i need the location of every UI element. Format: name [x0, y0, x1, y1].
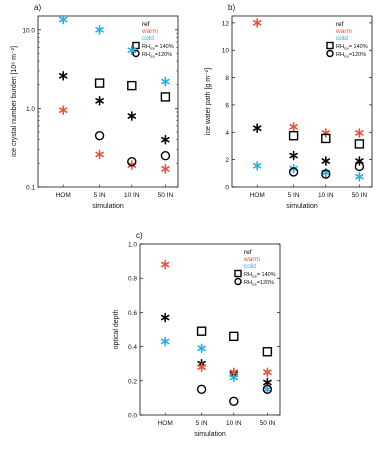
data-point-rh140	[263, 348, 271, 356]
y-tick-label: 1.0	[25, 105, 35, 113]
data-point-ref	[162, 314, 169, 322]
y-tick-label: 2	[225, 157, 229, 165]
legend-ref: ref	[142, 21, 150, 28]
legend-ref: ref	[336, 21, 344, 28]
legend-rh120: $RH_{ice}=120\%$	[244, 280, 275, 287]
x-axis-label: simulation	[92, 203, 124, 210]
legend-rh140: $RH_{ice}= 140\%$	[142, 44, 174, 51]
y-tick-label: 0.6	[127, 309, 137, 317]
legend	[133, 21, 174, 59]
legend-rh120: $RH_{ice}=120\%$	[142, 52, 173, 59]
data-point-ref	[128, 112, 135, 120]
data-point-cold	[356, 173, 363, 181]
legend-cold: cold	[336, 35, 348, 42]
chart-panel-2	[205, 3, 372, 210]
data-point-warm	[290, 123, 297, 131]
y-tick-label: 10.0	[22, 27, 35, 35]
data-point-cold	[96, 26, 103, 34]
y-tick-label: 4	[225, 129, 229, 137]
data-point-ref	[162, 136, 169, 144]
legend-circle-icon	[235, 279, 241, 285]
x-axis-label: simulation	[286, 203, 318, 210]
legend-cold: cold	[244, 263, 256, 270]
legend-ref: ref	[244, 249, 252, 256]
panel-label: a)	[34, 3, 42, 12]
y-tick-label: 10	[221, 47, 229, 55]
y-tick-label: 0.1	[25, 184, 35, 192]
y-tick-label: 0	[225, 184, 229, 192]
data-point-warm	[162, 165, 169, 173]
data-point-warm	[264, 368, 271, 376]
x-tick-label: 5 IN	[287, 192, 300, 199]
legend-warm: warm	[336, 28, 352, 35]
plot-frame	[140, 244, 280, 415]
data-point-rh120	[198, 385, 206, 393]
legend	[235, 249, 276, 287]
x-tick-label: 50 IN	[157, 192, 174, 199]
y-tick-label: 12	[221, 20, 229, 28]
series-rh140	[198, 327, 272, 356]
data-point-rh140	[161, 93, 169, 101]
x-tick-label: 10 IN	[226, 420, 242, 427]
x-tick-label: 10 IN	[318, 192, 334, 199]
y-axis-label: ice crystal number burden [10⁶ m⁻²]	[11, 46, 18, 157]
data-point-ref	[290, 152, 297, 160]
data-point-warm	[96, 150, 103, 158]
data-point-rh120	[230, 397, 238, 405]
legend-square-icon	[133, 43, 139, 49]
legend-rh140: $RH_{ice}= 140\%$	[336, 44, 368, 51]
y-tick-label: 1.0	[127, 241, 137, 249]
y-tick-label: 0.4	[127, 344, 137, 352]
data-point-ref	[60, 72, 67, 80]
x-tick-label: HOM	[249, 192, 265, 199]
data-point-rh140	[128, 82, 136, 90]
legend-square-icon	[327, 43, 333, 49]
x-tick-label: HOM	[157, 420, 173, 427]
data-point-rh140	[198, 327, 206, 335]
y-tick-label: 0.0	[127, 412, 137, 420]
x-tick-label: 50 IN	[351, 192, 368, 199]
data-point-rh120	[96, 132, 104, 140]
panel-label: b)	[228, 3, 236, 12]
data-point-rh140	[355, 140, 363, 148]
legend	[327, 21, 368, 59]
series-warm	[60, 106, 169, 173]
data-point-cold	[198, 344, 205, 352]
y-tick-label: 8	[225, 75, 229, 83]
data-point-warm	[254, 19, 261, 27]
data-point-warm	[162, 261, 169, 269]
data-point-rh140	[290, 132, 298, 140]
y-tick-label: 6	[225, 102, 229, 110]
series-cold	[162, 337, 271, 393]
data-point-warm	[356, 129, 363, 137]
y-axis-label: ice water path [g m⁻²]	[205, 67, 212, 136]
x-tick-label: 10 IN	[124, 192, 140, 199]
series-rh140	[290, 132, 364, 148]
series-rh120	[96, 132, 170, 166]
data-point-warm	[322, 129, 329, 137]
data-point-cold	[162, 337, 169, 345]
plot-frame	[38, 16, 178, 187]
chart-panel-3	[113, 231, 280, 438]
data-point-rh140	[230, 332, 238, 340]
panel-label: c)	[136, 231, 143, 240]
y-axis-label: optical depth	[113, 309, 120, 350]
legend-rh120: $RH_{ice}=120\%$	[336, 52, 367, 59]
data-point-ref	[254, 124, 261, 132]
series-ref	[60, 72, 169, 144]
chart-panel-1	[11, 3, 178, 210]
series-rh120	[198, 385, 272, 405]
x-tick-label: 5 IN	[93, 192, 106, 199]
data-point-warm	[60, 106, 67, 114]
data-point-cold	[128, 46, 135, 54]
series-rh140	[96, 79, 170, 101]
x-tick-label: 5 IN	[195, 420, 208, 427]
x-tick-label: 50 IN	[259, 420, 276, 427]
y-tick-label: 0.2	[127, 378, 137, 386]
series-cold	[60, 16, 169, 86]
data-point-rh140	[96, 79, 104, 87]
data-point-ref	[96, 97, 103, 105]
series-cold	[254, 162, 363, 181]
series-ref	[162, 314, 271, 387]
series-ref	[254, 124, 363, 165]
data-point-cold	[162, 78, 169, 86]
data-point-ref	[322, 157, 329, 165]
legend-warm: warm	[244, 256, 260, 263]
x-tick-label: HOM	[55, 192, 71, 199]
legend-cold: cold	[142, 35, 154, 42]
data-point-cold	[60, 16, 67, 24]
y-tick-label: 0.8	[127, 275, 137, 283]
legend-rh140: $RH_{ice}= 140\%$	[244, 272, 276, 279]
legend-square-icon	[235, 271, 241, 277]
plot-frame	[232, 16, 372, 187]
x-axis-label: simulation	[194, 431, 226, 438]
legend-circle-icon	[327, 51, 333, 57]
legend-warm: warm	[142, 28, 158, 35]
data-point-rh120	[161, 152, 169, 160]
data-point-cold	[254, 162, 261, 170]
